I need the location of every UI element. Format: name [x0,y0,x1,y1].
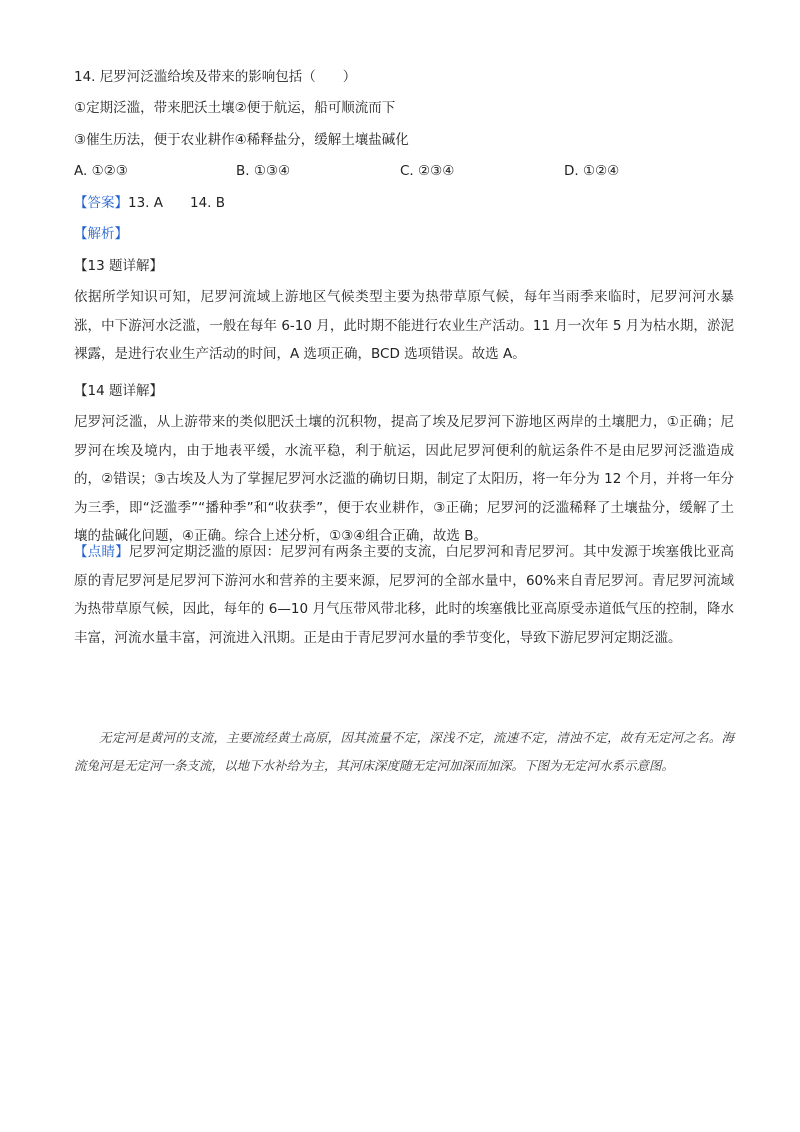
question-14-stem: 14. 尼罗河泛滥给埃及带来的影响包括（ ） [74,69,357,85]
analysis-tag: 【解析】 [74,226,128,242]
option-d: D. ①②④ [564,163,620,179]
detail-14-body: 尼罗河泛滥，从上游带来的类似肥沃土壤的沉积物，提高了埃及尼罗河下游地区两岸的土壤肥力，①正确；尼罗河在埃及境内，由于地表平缓，水流平稳，利于航运，因此尼罗河便利的航运条件不是由尼罗河泛滥造成的，②错误；③古埃及人为了掌握尼罗河水泛滥的确切日期，制定了太阳历，将一年分为 12 个月，并将一年分为三季，即“泛滥季”“播种季”和“收获季”，便于农业耕作，③正确；尼罗河的泛滥稀释了土壤盐分，缓解了土壤的盐碱化问题，④正确。综合上述分析，①③④组合正确，故选 B。 [74,414,734,544]
option-b: B. ①③④ [236,163,291,179]
question-14-options [74,161,734,181]
pointer-body: 尼罗河定期泛滥的原因：尼罗河有两条主要的支流，白尼罗河和青尼罗河。其中发源于埃塞俄比亚高原的青尼罗河是尼罗河下游河水和营养的主要来源，尼罗河的全部水量中，60%来自青尼罗河。青尼罗河流域为热带草原气候，因此，每年的 6—10 月气压带风带北移，此时的埃塞俄比亚高原受赤道低气压的控制，降水丰富，河流水量丰富，河流进入汛期。正是由于青尼罗河水量的季节变化，导致下游尼罗河定期泛滥。 [74,544,735,646]
answer-value: 13. A 14. B [128,195,226,211]
detail-14-heading: 【14 题详解】 [74,383,163,399]
wuding-river-passage: 无定河是黄河的支流，主要流经黄土高原，因其流量不定，深浅不定，流速不定，清浊不定，故有无定河之名。海流兔河是无定河一条支流，以地下水补给为主，其河床深度随无定河加深而加深。下图为无定河水系示意图。 [74,730,734,773]
analysis-line [74,224,734,244]
answer-tag: 【答案】 [74,195,128,211]
pointer-paragraph [74,538,734,652]
pointer-tag: 【点睛】 [74,544,130,560]
detail-13-body: 依据所学知识可知，尼罗河流域上游地区气候类型主要为热带草原气候，每年当雨季来临时，尼罗河河水暴涨，中下游河水泛滥，一般在每年 6-10 月，此时期不能进行农业生产活动。11 月一次年 5 月为枯水期，淤泥裸露，是进行农业生产活动的时间，A 选项正确，BCD 选项错误。故选 A。 [74,289,734,362]
question-14-statements-1-2: ①定期泛滥，带来肥沃土壤②便于航运，船可顺流而下 [74,100,396,116]
option-c: C. ②③④ [400,163,455,179]
detail-13-heading: 【13 题详解】 [74,258,163,274]
option-a: A. ①②③ [74,163,128,179]
question-14-statements-3-4: ③催生历法，便于农业耕作④稀释盐分，缓解土壤盐碱化 [74,132,409,148]
answer-line [74,193,734,213]
